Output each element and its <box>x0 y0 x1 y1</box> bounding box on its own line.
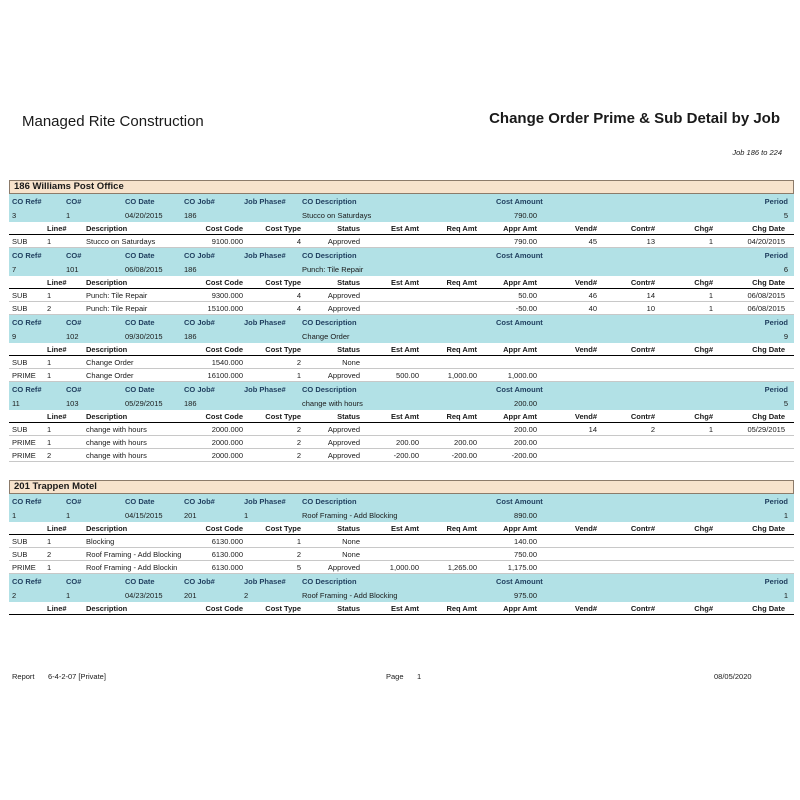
line-req-amt-label: Req Amt <box>446 524 477 533</box>
line-appr-amt: -200.00 <box>511 451 537 460</box>
line-chg-date-label: Chg Date <box>752 278 785 287</box>
co-cost-amount-value: 200.00 <box>514 399 537 408</box>
co-number-label: CO# <box>66 577 82 586</box>
line-status: Approved <box>327 371 360 380</box>
line-chg-label: Chg# <box>694 345 713 354</box>
co-date-label: CO Date <box>125 497 155 506</box>
line-req-amt: 1,265.00 <box>447 563 477 572</box>
line-cost-code: 6130.000 <box>211 563 243 572</box>
line-vend: 14 <box>588 425 597 434</box>
co-ref-label: CO Ref# <box>12 197 42 206</box>
line-cost-type-label: Cost Type <box>265 604 301 613</box>
line-type: SUB <box>12 358 28 367</box>
co-job-phase-label: Job Phase# <box>244 197 286 206</box>
co-job-phase-label: Job Phase# <box>244 497 286 506</box>
line-contr: 2 <box>650 425 655 434</box>
co-job-value: 201 <box>184 511 197 520</box>
line-type: SUB <box>12 237 28 246</box>
line-status: Approved <box>327 237 360 246</box>
line-row <box>9 289 794 302</box>
line-cost-type: 1 <box>296 371 301 380</box>
co-description-label: CO Description <box>302 197 357 206</box>
co-period-label: Period <box>764 197 788 206</box>
report-footer <box>12 672 788 684</box>
line-appr-amt: 200.00 <box>514 425 537 434</box>
line-contr: 13 <box>646 237 655 246</box>
co-cost-amount-value: 890.00 <box>514 511 537 520</box>
line-status: None <box>342 537 360 546</box>
line-number: 2 <box>47 550 52 559</box>
line-appr-amt: -50.00 <box>515 304 537 313</box>
line-status-label: Status <box>337 224 360 233</box>
line-description-label: Description <box>86 345 128 354</box>
co-number-value: 103 <box>66 399 79 408</box>
line-status-label: Status <box>337 278 360 287</box>
line-number: 1 <box>47 425 52 434</box>
line-number-label: Line# <box>47 345 67 354</box>
job-header: 186 Williams Post Office <box>9 180 794 194</box>
line-status: Approved <box>327 438 360 447</box>
line-status-label: Status <box>337 524 360 533</box>
co-number-value: 102 <box>66 332 79 341</box>
co-number-label: CO# <box>66 318 82 327</box>
line-cost-code: 2000.000 <box>211 438 243 447</box>
change-order-header <box>9 248 794 276</box>
report-title: Change Order Prime & Sub Detail by Job <box>489 110 780 127</box>
line-status: None <box>342 358 360 367</box>
line-row <box>9 561 794 574</box>
co-description-value: Stucco on Saturdays <box>302 211 372 220</box>
line-appr-amt-label: Appr Amt <box>503 604 537 613</box>
line-appr-amt-label: Appr Amt <box>503 278 537 287</box>
line-type: PRIME <box>12 563 36 572</box>
co-period-label: Period <box>764 318 788 327</box>
co-cost-amount-value: 790.00 <box>514 211 537 220</box>
line-status: Approved <box>327 451 360 460</box>
line-number: 1 <box>47 358 52 367</box>
line-chg-date: 05/29/2015 <box>747 425 785 434</box>
co-cost-amount-value: 975.00 <box>514 591 537 600</box>
co-description-value: Roof Framing - Add Blocking <box>302 511 398 520</box>
line-contr-label: Contr# <box>630 224 655 233</box>
line-chg-label: Chg# <box>694 524 713 533</box>
line-vend: 46 <box>588 291 597 300</box>
line-description: change with hours <box>86 438 147 447</box>
co-date-value: 09/30/2015 <box>125 332 163 341</box>
co-ref-label: CO Ref# <box>12 318 42 327</box>
co-job-phase-value: 1 <box>244 511 249 520</box>
line-chg-date-label: Chg Date <box>752 604 785 613</box>
line-chg-label: Chg# <box>694 224 713 233</box>
line-appr-amt: 200.00 <box>514 438 537 447</box>
line-cost-type-label: Cost Type <box>265 224 301 233</box>
line-est-amt-label: Est Amt <box>390 412 419 421</box>
co-number-label: CO# <box>66 497 82 506</box>
co-description-value: Change Order <box>302 332 350 341</box>
line-number: 2 <box>47 451 52 460</box>
line-number: 1 <box>47 537 52 546</box>
line-contr: 10 <box>646 304 655 313</box>
line-type: PRIME <box>12 438 36 447</box>
line-column-header <box>9 602 794 615</box>
line-description-label: Description <box>86 412 128 421</box>
co-description-label: CO Description <box>302 318 357 327</box>
line-row <box>9 548 794 561</box>
line-cost-type-label: Cost Type <box>265 412 301 421</box>
line-cost-type: 2 <box>296 425 301 434</box>
line-row <box>9 302 794 315</box>
line-description: Punch: Tile Repair <box>86 304 148 313</box>
line-appr-amt-label: Appr Amt <box>503 412 537 421</box>
line-cost-type: 4 <box>296 304 301 313</box>
line-contr: 14 <box>646 291 655 300</box>
line-chg: 1 <box>708 237 713 246</box>
line-number: 1 <box>47 371 52 380</box>
co-ref-value: 9 <box>12 332 17 341</box>
line-status: Approved <box>327 563 360 572</box>
co-description-label: CO Description <box>302 385 357 394</box>
footer-report-id: 6-4-2-07 [Private] <box>48 672 106 681</box>
line-cost-code: 2000.000 <box>211 425 243 434</box>
line-est-amt: -200.00 <box>393 451 419 460</box>
line-description: Change Order <box>86 358 134 367</box>
line-column-header <box>9 222 794 235</box>
co-period-label: Period <box>764 385 788 394</box>
line-description: Change Order <box>86 371 134 380</box>
line-cost-type: 5 <box>296 563 301 572</box>
line-number-label: Line# <box>47 412 67 421</box>
co-date-label: CO Date <box>125 197 155 206</box>
line-number-label: Line# <box>47 278 67 287</box>
line-cost-code-label: Cost Code <box>205 524 243 533</box>
line-type: SUB <box>12 291 28 300</box>
line-description-label: Description <box>86 224 128 233</box>
change-order-header <box>9 382 794 410</box>
co-job-value: 186 <box>184 332 197 341</box>
line-row <box>9 369 794 382</box>
co-job-value: 201 <box>184 591 197 600</box>
line-appr-amt: 790.00 <box>514 237 537 246</box>
co-period-value: 1 <box>783 511 788 520</box>
line-description: Roof Framing - Add Blocking <box>86 550 182 559</box>
line-cost-code: 2000.000 <box>211 451 243 460</box>
line-status: Approved <box>327 291 360 300</box>
co-job-phase-value: 2 <box>244 591 249 600</box>
line-cost-code: 6130.000 <box>211 550 243 559</box>
line-appr-amt: 140.00 <box>514 537 537 546</box>
co-job-phase-label: Job Phase# <box>244 385 286 394</box>
co-date-label: CO Date <box>125 577 155 586</box>
line-cost-code: 15100.000 <box>207 304 243 313</box>
footer-page-label: Page <box>386 672 404 681</box>
line-cost-type-label: Cost Type <box>265 278 301 287</box>
line-chg-date-label: Chg Date <box>752 524 785 533</box>
line-status-label: Status <box>337 412 360 421</box>
co-number-label: CO# <box>66 251 82 260</box>
line-vend-label: Vend# <box>574 345 597 354</box>
line-contr-label: Contr# <box>630 524 655 533</box>
co-job-phase-label: Job Phase# <box>244 318 286 327</box>
line-status-label: Status <box>337 345 360 354</box>
line-description: change with hours <box>86 425 147 434</box>
line-appr-amt: 750.00 <box>514 550 537 559</box>
co-description-label: CO Description <box>302 577 357 586</box>
line-appr-amt-label: Appr Amt <box>503 524 537 533</box>
line-cost-type: 2 <box>296 358 301 367</box>
line-cost-code: 9100.000 <box>211 237 243 246</box>
co-description-label: CO Description <box>302 497 357 506</box>
line-req-amt: -200.00 <box>451 451 477 460</box>
line-vend: 40 <box>588 304 597 313</box>
line-est-amt: 500.00 <box>396 371 419 380</box>
co-job-value: 186 <box>184 399 197 408</box>
co-description-value: Punch: Tile Repair <box>302 265 364 274</box>
line-contr-label: Contr# <box>630 278 655 287</box>
co-period-label: Period <box>764 497 788 506</box>
co-period-label: Period <box>764 251 788 260</box>
change-order-header <box>9 494 794 522</box>
footer-report-label: Report <box>12 672 35 681</box>
line-column-header <box>9 522 794 535</box>
co-job-label: CO Job# <box>184 577 215 586</box>
co-cost-amount-label: Cost Amount <box>496 318 543 327</box>
line-req-amt: 200.00 <box>454 438 477 447</box>
co-period-value: 5 <box>783 399 788 408</box>
co-job-value: 186 <box>184 211 197 220</box>
co-date-value: 04/23/2015 <box>125 591 163 600</box>
co-description-label: CO Description <box>302 251 357 260</box>
co-job-phase-label: Job Phase# <box>244 251 286 260</box>
line-description-label: Description <box>86 278 128 287</box>
co-ref-value: 2 <box>12 591 17 600</box>
co-cost-amount-label: Cost Amount <box>496 497 543 506</box>
line-contr-label: Contr# <box>630 604 655 613</box>
line-column-header <box>9 276 794 289</box>
line-cost-code: 16100.000 <box>207 371 243 380</box>
line-number-label: Line# <box>47 604 67 613</box>
line-chg-date: 04/20/2015 <box>747 237 785 246</box>
line-status: Approved <box>327 425 360 434</box>
line-description: change with hours <box>86 451 147 460</box>
co-date-value: 05/29/2015 <box>125 399 163 408</box>
line-cost-type-label: Cost Type <box>265 524 301 533</box>
line-vend-label: Vend# <box>574 524 597 533</box>
line-est-amt-label: Est Amt <box>390 278 419 287</box>
co-number-value: 1 <box>66 591 71 600</box>
line-contr-label: Contr# <box>630 412 655 421</box>
line-cost-type: 2 <box>296 451 301 460</box>
co-number-value: 101 <box>66 265 79 274</box>
company-name: Managed Rite Construction <box>22 113 204 130</box>
co-ref-value: 1 <box>12 511 17 520</box>
co-job-label: CO Job# <box>184 385 215 394</box>
co-description-value: change with hours <box>302 399 363 408</box>
co-date-label: CO Date <box>125 318 155 327</box>
co-period-value: 6 <box>783 265 788 274</box>
co-ref-label: CO Ref# <box>12 385 42 394</box>
line-row <box>9 449 794 462</box>
line-contr-label: Contr# <box>630 345 655 354</box>
co-number-value: 1 <box>66 211 71 220</box>
change-order-header <box>9 574 794 602</box>
line-est-amt-label: Est Amt <box>390 524 419 533</box>
line-cost-code: 6130.000 <box>211 537 243 546</box>
line-row <box>9 436 794 449</box>
line-type: SUB <box>12 425 28 434</box>
line-description-label: Description <box>86 524 128 533</box>
co-ref-value: 11 <box>12 399 20 408</box>
line-row <box>9 235 794 248</box>
line-row <box>9 356 794 369</box>
line-cost-code: 9300.000 <box>211 291 243 300</box>
line-number: 2 <box>47 304 52 313</box>
line-status: None <box>342 550 360 559</box>
co-date-label: CO Date <box>125 385 155 394</box>
line-vend-label: Vend# <box>574 278 597 287</box>
line-description: Punch: Tile Repair <box>86 291 148 300</box>
line-type: PRIME <box>12 451 36 460</box>
change-order-header <box>9 194 794 222</box>
co-job-phase-label: Job Phase# <box>244 577 286 586</box>
line-req-amt-label: Req Amt <box>446 604 477 613</box>
job-range: Job 186 to 224 <box>732 148 782 157</box>
job-section <box>9 180 794 462</box>
line-description-label: Description <box>86 604 128 613</box>
line-row <box>9 423 794 436</box>
line-est-amt-label: Est Amt <box>390 604 419 613</box>
line-cost-type: 4 <box>296 237 301 246</box>
line-chg: 1 <box>708 291 713 300</box>
line-appr-amt-label: Appr Amt <box>503 345 537 354</box>
line-number: 1 <box>47 291 52 300</box>
line-req-amt-label: Req Amt <box>446 278 477 287</box>
line-vend: 45 <box>588 237 597 246</box>
line-chg-date-label: Chg Date <box>752 412 785 421</box>
co-period-value: 9 <box>783 332 788 341</box>
co-date-value: 04/20/2015 <box>125 211 163 220</box>
line-description: Blocking <box>86 537 115 546</box>
co-job-label: CO Job# <box>184 197 215 206</box>
co-period-label: Period <box>764 577 788 586</box>
line-cost-type: 4 <box>296 291 301 300</box>
co-cost-amount-label: Cost Amount <box>496 251 543 260</box>
co-number-label: CO# <box>66 385 82 394</box>
co-job-label: CO Job# <box>184 251 215 260</box>
line-appr-amt: 1,175.00 <box>507 563 537 572</box>
line-number-label: Line# <box>47 224 67 233</box>
co-ref-value: 3 <box>12 211 17 220</box>
line-est-amt-label: Est Amt <box>390 345 419 354</box>
line-chg-label: Chg# <box>694 412 713 421</box>
line-appr-amt-label: Appr Amt <box>503 224 537 233</box>
line-chg-date-label: Chg Date <box>752 224 785 233</box>
line-est-amt: 1,000.00 <box>389 563 419 572</box>
line-number-label: Line# <box>47 524 67 533</box>
line-type: PRIME <box>12 371 36 380</box>
co-number-label: CO# <box>66 197 82 206</box>
line-cost-type: 1 <box>296 537 301 546</box>
co-job-value: 186 <box>184 265 197 274</box>
line-description: Roof Framing - Add Blockin <box>86 563 178 572</box>
co-date-value: 04/15/2015 <box>125 511 163 520</box>
line-cost-code-label: Cost Code <box>205 604 243 613</box>
co-job-label: CO Job# <box>184 497 215 506</box>
line-appr-amt: 1,000.00 <box>507 371 537 380</box>
line-status: Approved <box>327 304 360 313</box>
footer-page-number: 1 <box>417 672 422 681</box>
co-description-value: Roof Framing - Add Blocking <box>302 591 398 600</box>
line-chg-label: Chg# <box>694 278 713 287</box>
line-est-amt: 200.00 <box>396 438 419 447</box>
line-cost-type-label: Cost Type <box>265 345 301 354</box>
line-cost-code-label: Cost Code <box>205 412 243 421</box>
line-number: 1 <box>47 237 52 246</box>
line-est-amt-label: Est Amt <box>390 224 419 233</box>
line-cost-code: 1540.000 <box>211 358 243 367</box>
report-body <box>9 180 794 633</box>
line-chg-date: 06/08/2015 <box>747 304 785 313</box>
line-description: Stucco on Saturdays <box>86 237 156 246</box>
line-column-header <box>9 343 794 356</box>
line-req-amt-label: Req Amt <box>446 412 477 421</box>
co-date-value: 06/08/2015 <box>125 265 163 274</box>
line-number: 1 <box>47 438 52 447</box>
line-column-header <box>9 410 794 423</box>
line-chg: 1 <box>708 425 713 434</box>
co-date-label: CO Date <box>125 251 155 260</box>
job-header: 201 Trappen Motel <box>9 480 794 494</box>
co-period-value: 5 <box>783 211 788 220</box>
line-type: SUB <box>12 550 28 559</box>
co-ref-value: 7 <box>12 265 17 274</box>
line-cost-code-label: Cost Code <box>205 278 243 287</box>
line-row <box>9 535 794 548</box>
co-number-value: 1 <box>66 511 71 520</box>
line-vend-label: Vend# <box>574 224 597 233</box>
line-type: SUB <box>12 537 28 546</box>
line-status-label: Status <box>337 604 360 613</box>
co-cost-amount-label: Cost Amount <box>496 385 543 394</box>
line-chg-date-label: Chg Date <box>752 345 785 354</box>
line-chg-label: Chg# <box>694 604 713 613</box>
line-chg: 1 <box>708 304 713 313</box>
line-cost-type: 2 <box>296 550 301 559</box>
line-req-amt: 1,000.00 <box>447 371 477 380</box>
co-job-label: CO Job# <box>184 318 215 327</box>
co-period-value: 1 <box>783 591 788 600</box>
line-chg-date: 06/08/2015 <box>747 291 785 300</box>
line-req-amt-label: Req Amt <box>446 224 477 233</box>
line-cost-code-label: Cost Code <box>205 345 243 354</box>
co-cost-amount-label: Cost Amount <box>496 577 543 586</box>
footer-date: 08/05/2020 <box>714 672 752 681</box>
line-req-amt-label: Req Amt <box>446 345 477 354</box>
co-ref-label: CO Ref# <box>12 497 42 506</box>
line-appr-amt: 50.00 <box>518 291 537 300</box>
line-vend-label: Vend# <box>574 604 597 613</box>
line-vend-label: Vend# <box>574 412 597 421</box>
line-number: 1 <box>47 563 52 572</box>
change-order-header <box>9 315 794 343</box>
co-cost-amount-label: Cost Amount <box>496 197 543 206</box>
line-type: SUB <box>12 304 28 313</box>
co-ref-label: CO Ref# <box>12 251 42 260</box>
co-ref-label: CO Ref# <box>12 577 42 586</box>
line-cost-code-label: Cost Code <box>205 224 243 233</box>
line-cost-type: 2 <box>296 438 301 447</box>
job-section <box>9 480 794 615</box>
